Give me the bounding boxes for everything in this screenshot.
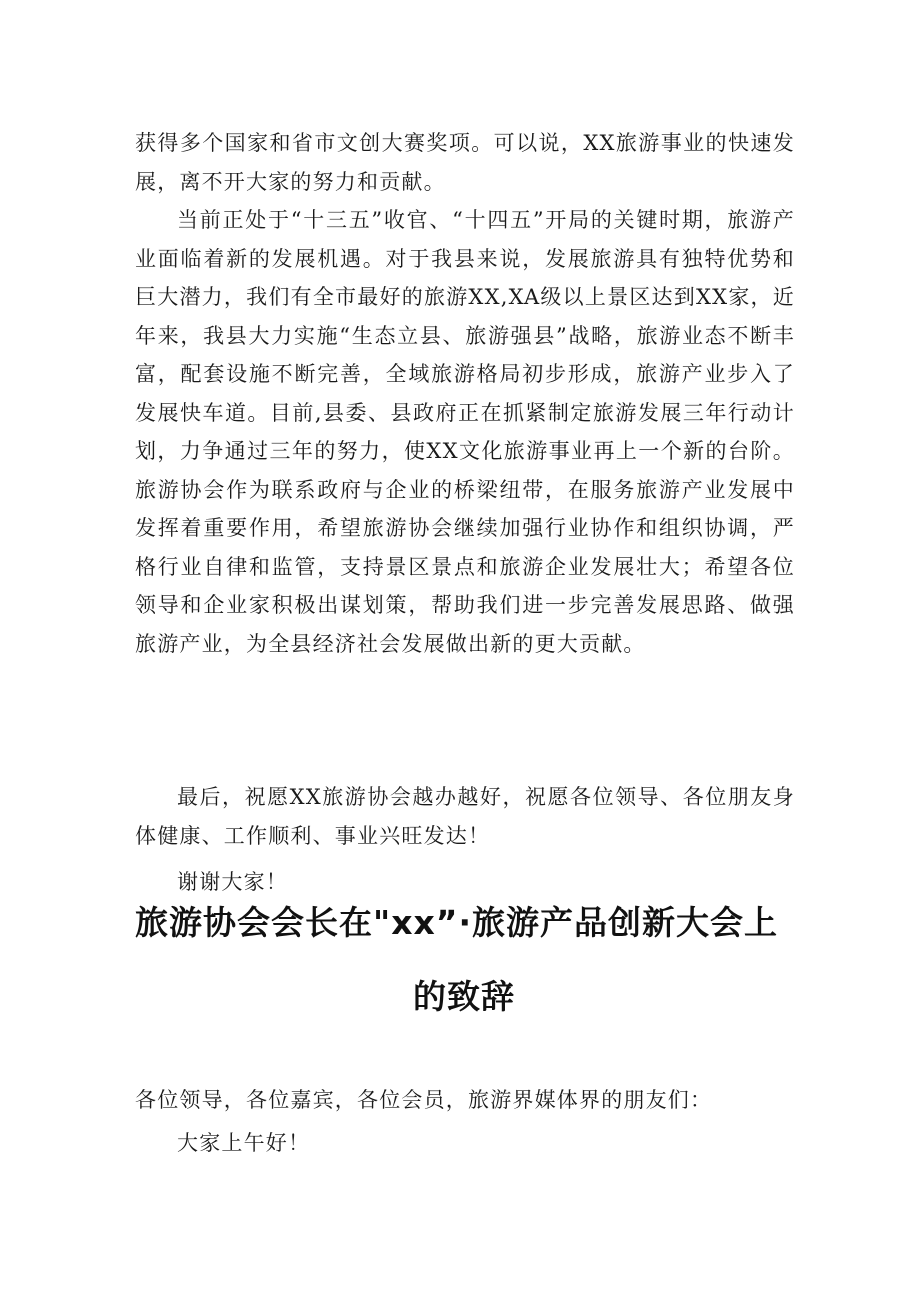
paragraph-closing-wishes: 最后，祝愿XX旅游协会越办越好，祝愿各位领导、各位朋友身体健康、工作顺利、事业兴旺发达！ — [135, 785, 795, 848]
speech-title-line-2: 的致辞 — [413, 977, 515, 1016]
paragraph-achievements: 获得多个国家和省市文创大赛奖项。可以说，XX旅游事业的快速发展，离不开大家的努力和贡献。 — [135, 131, 795, 194]
greeting: 大家上午好！ — [177, 1131, 311, 1155]
salutation: 各位领导，各位嘉宾，各位会员，旅游界媒体界的朋友们： — [135, 1088, 713, 1112]
paragraph-thanks: 谢谢大家！ — [177, 870, 288, 894]
speech-title-line-1: 旅游协会会长在"xx”·旅游产品创新大会上 — [135, 903, 778, 942]
paragraph-development-opportunity: 当前正处于“十三五”收官、“十四五”开局的关键时期，旅游产业面临着新的发展机遇。对于我县来说，发展旅游具有独特优势和巨大潜力，我们有全市最好的旅游XX,XA级以上景区达到XX家，近年来，我县大力实施“生态立县、旅游强县”战略，旅游业态不断丰富，配套设施不断完善，全域旅游格局初步形成，旅游产业步入了发展快车道。目前,县委、县政府正在抓紧制定旅游发展三年行动计划，力争通过三年的努力，使XX文化旅游事业再上一个新的台阶。旅游协会作为联系政府与企业的桥梁纽带，在服务旅游产业发展中发挥着重要作用，希望旅游协会继续加强行业协作和组织协调，严格行业自律和监管，支持景区景点和旅游企业发展壮大；希望各位领导和企业家积极出谋划策，帮助我们进一步完善发展思路、做强旅游产业，为全县经济社会发展做出新的更大贡献。 — [135, 208, 795, 656]
